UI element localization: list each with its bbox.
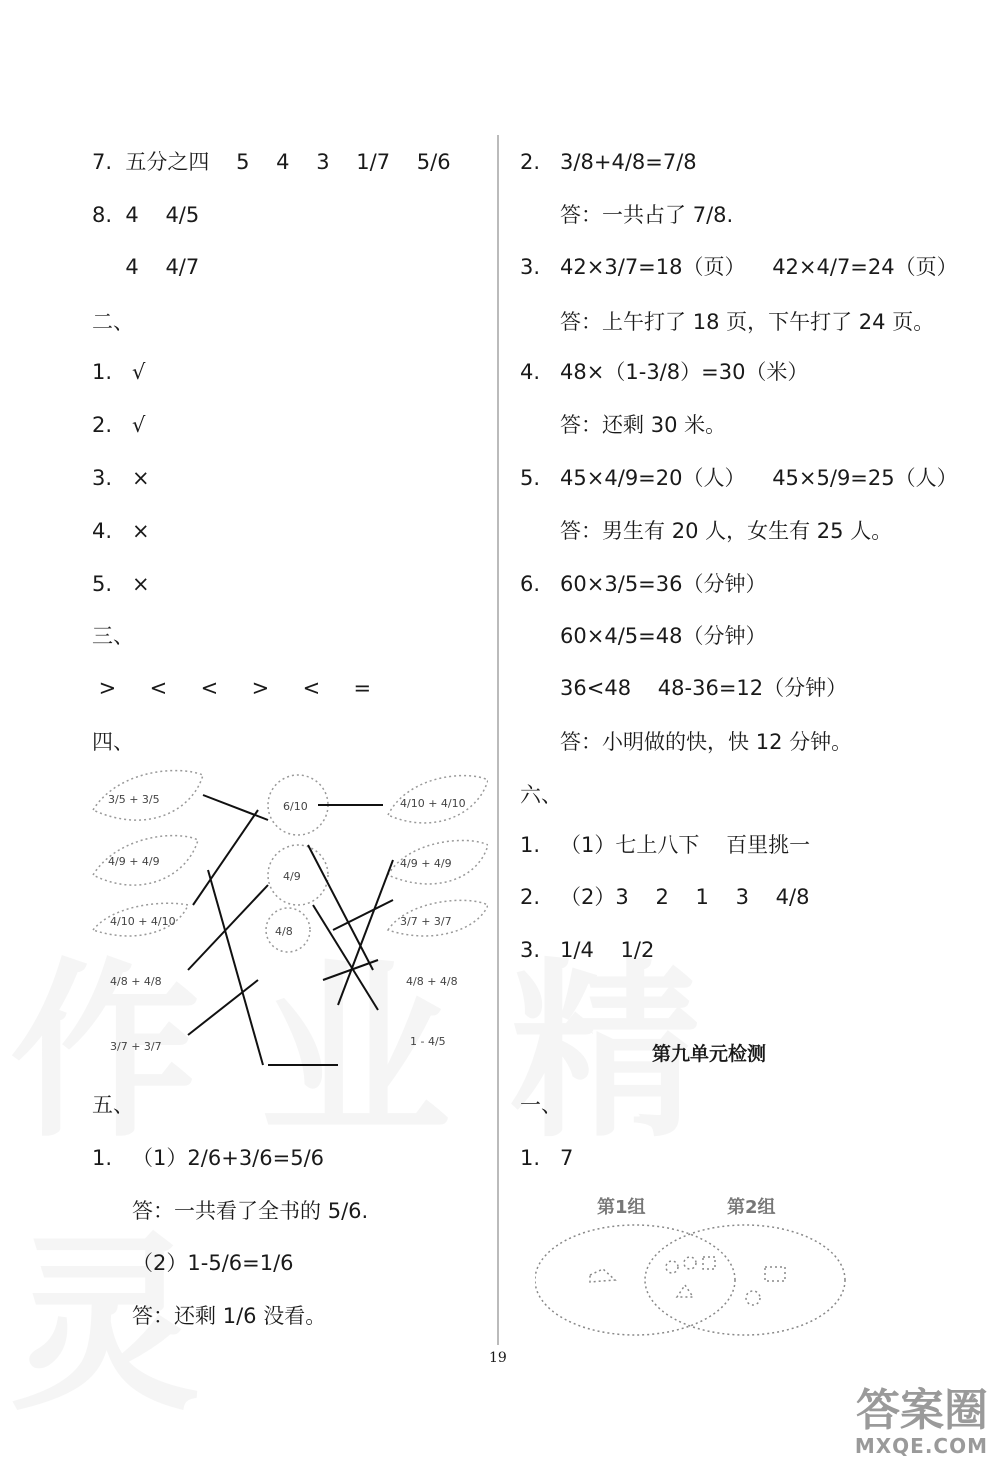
- right-line: 3. 1/4 1/2: [520, 938, 655, 962]
- leaf-label: 3/5 + 3/5: [108, 793, 160, 806]
- column-divider: [497, 135, 499, 1345]
- fraction-label: 4/8 + 4/8: [110, 975, 162, 988]
- left-line: 二、: [92, 310, 134, 334]
- right-line: 5. 45×4/9=20（人） 45×5/9=25（人）: [520, 466, 958, 490]
- right-line: 36<48 48-36=12（分钟）: [520, 676, 848, 700]
- right-line: 2. （2）3 2 1 3 4/8: [520, 885, 810, 909]
- left-line: 3. ×: [92, 466, 150, 490]
- left-line: 答：还剩 1/6 没看。: [92, 1304, 327, 1328]
- right-line: 4. 48×（1-3/8）=30（米）: [520, 360, 809, 384]
- left-line: 五、: [92, 1093, 134, 1117]
- left-line: 7. 五分之四 5 4 3 1/7 5/6: [92, 150, 451, 174]
- fraction-label: 1 - 4/5: [410, 1035, 446, 1048]
- left-line: 5. ×: [92, 572, 150, 596]
- leaf-label: 3/7 + 3/7: [400, 915, 452, 928]
- right-line: 2. 3/8+4/8=7/8: [520, 150, 697, 174]
- right-line: 答：一共占了 7/8.: [520, 203, 734, 227]
- left-line: 1. （1）2/6+3/6=5/6: [92, 1146, 325, 1170]
- leaf-label: 4/9 + 4/9: [400, 857, 452, 870]
- logo-main: 答案圈: [856, 1385, 988, 1436]
- left-line: > < < > < =: [92, 676, 372, 700]
- left-line: 4. ×: [92, 519, 150, 543]
- right-line: 答：男生有 20 人，女生有 25 人。: [520, 519, 893, 543]
- fraction-label: 4/8 + 4/8: [406, 975, 458, 988]
- right-line: 答：还剩 30 米。: [520, 413, 727, 437]
- left-line: 8. 4 4/5: [92, 203, 200, 227]
- left-line: 三、: [92, 624, 134, 648]
- left-line: 1. √: [92, 360, 146, 384]
- flower-label: 4/9: [283, 870, 301, 883]
- leaf-label: 4/10 + 4/10: [400, 797, 466, 810]
- section-title: 第九单元检测: [652, 1043, 767, 1065]
- matching-figure: [88, 765, 488, 1080]
- group1-label: 第1组: [597, 1197, 646, 1218]
- logo-sub: MXQE.COM: [854, 1434, 988, 1458]
- right-line: 1. 7: [520, 1146, 574, 1170]
- left-line: 4 4/7: [92, 255, 200, 279]
- right-line: 答：小明做的快，快 12 分钟。: [520, 730, 853, 754]
- leaf-label: 4/9 + 4/9: [108, 855, 160, 868]
- right-line: 6. 60×3/5=36（分钟）: [520, 572, 767, 596]
- right-line: 六、: [520, 783, 562, 807]
- flower-label: 4/8: [275, 925, 293, 938]
- site-logo: [808, 1385, 988, 1458]
- group2-label: 第2组: [727, 1197, 776, 1218]
- venn-diagram: [535, 1185, 855, 1340]
- right-line: 1. （1）七上八下 百里挑一: [520, 833, 811, 857]
- right-line: 60×4/5=48（分钟）: [520, 624, 767, 648]
- flower-label: 6/10: [283, 800, 308, 813]
- left-line: （2）1-5/6=1/6: [92, 1251, 294, 1275]
- leaf-label: 4/10 + 4/10: [110, 915, 176, 928]
- left-line: 四、: [92, 730, 134, 754]
- fraction-label: 3/7 + 3/7: [110, 1040, 162, 1053]
- left-line: 答：一共看了全书的 5/6.: [92, 1199, 369, 1223]
- right-line: 一、: [520, 1093, 562, 1117]
- page-number: 19: [489, 1350, 507, 1366]
- right-line: 答：上午打了 18 页，下午打了 24 页。: [520, 310, 935, 334]
- right-line: 3. 42×3/7=18（页） 42×4/7=24（页）: [520, 255, 958, 279]
- left-line: 2. √: [92, 413, 146, 437]
